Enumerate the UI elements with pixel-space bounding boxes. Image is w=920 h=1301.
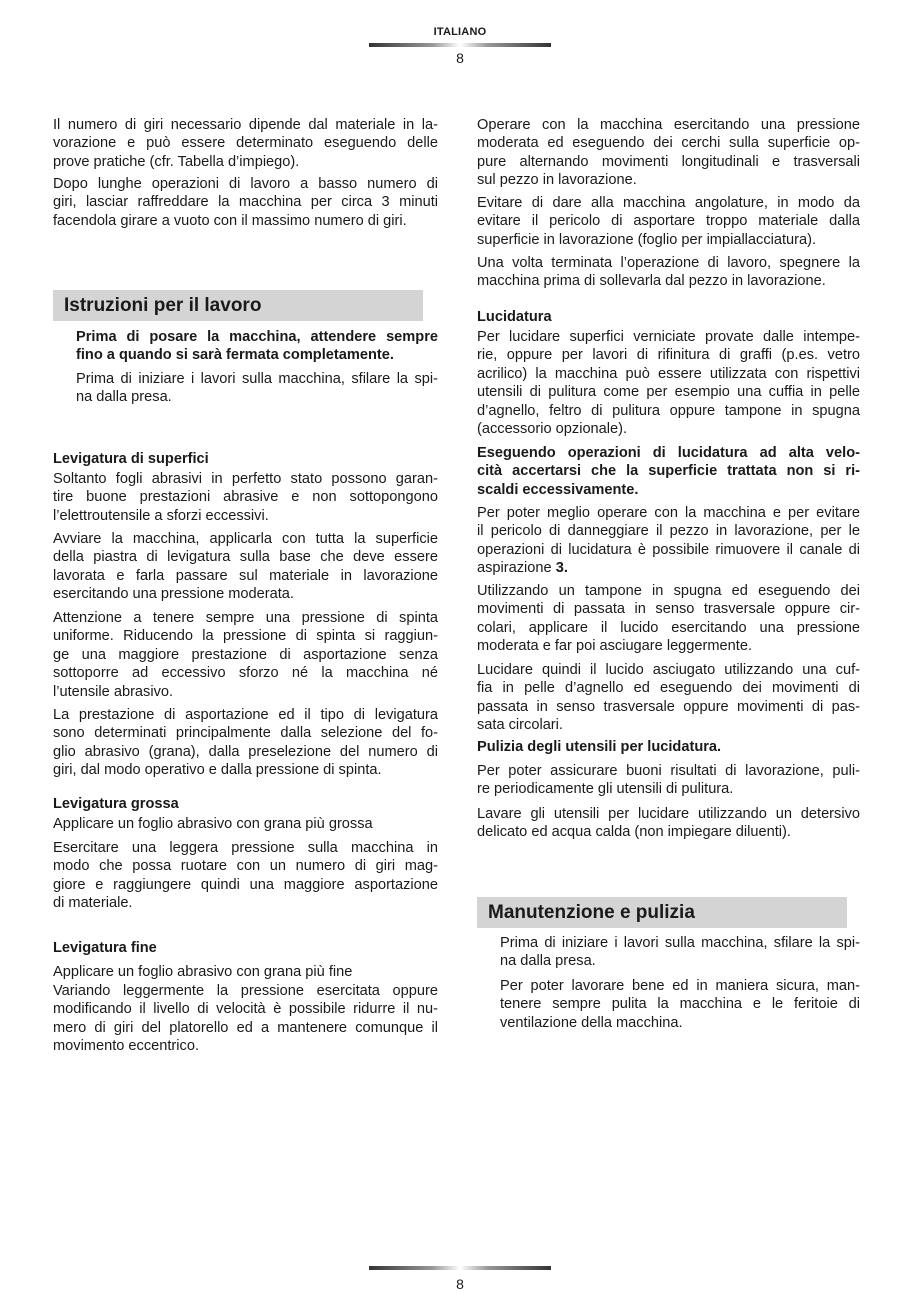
text-line-content: moderata ed eseguendo dei cerchi sulla superficie op- xyxy=(477,135,860,152)
text-line xyxy=(53,939,438,957)
text-line-content: Prima di posare la macchina, attendere sempre xyxy=(76,329,438,345)
text-line xyxy=(53,857,438,875)
text-line xyxy=(53,488,438,506)
paragraph xyxy=(53,839,438,913)
text-line-content: evitare il pericolo di asportare troppo materiale dalla xyxy=(477,213,860,230)
text-line xyxy=(53,876,438,894)
text-line-content: della piastra di levigatura sulla base che deve essere xyxy=(53,549,438,566)
text-line-content: Levigatura fine xyxy=(53,940,157,956)
text-line xyxy=(53,839,438,857)
paragraph xyxy=(477,582,860,656)
text-line-content: ventilazione della macchina. xyxy=(500,1014,683,1031)
text-line xyxy=(53,982,438,1000)
text-line xyxy=(76,346,438,364)
text-line-content: movimenti di passata in senso trasversale oppure cir- xyxy=(477,601,860,618)
text-line xyxy=(53,193,438,211)
paragraph xyxy=(477,762,860,799)
text-line xyxy=(477,272,860,290)
text-line-content: passata in senso trasversale oppure movimenti di pas- xyxy=(477,698,860,715)
text-line xyxy=(53,646,438,664)
section-heading: Manutenzione e pulizia xyxy=(477,897,847,928)
paragraph xyxy=(477,661,860,735)
text-line xyxy=(53,175,438,193)
text-line-content: superficie in lavorazione (foglio per impiallacciatura). xyxy=(477,231,817,248)
text-line xyxy=(477,504,860,522)
text-line-content: aspirazione xyxy=(477,560,556,577)
text-line xyxy=(477,231,860,249)
paragraph xyxy=(53,815,438,833)
text-line-content: Levigatura grossa xyxy=(53,796,179,812)
text-line xyxy=(477,541,860,559)
text-line xyxy=(53,134,438,152)
paragraph xyxy=(53,982,438,1056)
text-line-content: moderata e far poi asciugare leggermente. xyxy=(477,638,753,655)
paragraph xyxy=(76,370,438,407)
text-line xyxy=(477,365,860,383)
text-line xyxy=(500,995,860,1013)
text-line-content: re periodicamente gli utensili di pulitura. xyxy=(477,781,734,798)
text-line-content: Eseguendo operazioni di lucidatura ad alta velo- xyxy=(477,445,860,461)
text-line xyxy=(53,450,438,468)
text-line-content: Per poter assicurare buoni risultati di lavorazione, puli- xyxy=(477,763,860,779)
text-line-content: Levigatura di superfici xyxy=(53,451,209,467)
paragraph xyxy=(53,470,438,525)
text-line xyxy=(477,481,860,499)
text-line xyxy=(477,328,860,346)
language-label: ITALIANO xyxy=(433,26,487,38)
text-line xyxy=(477,522,860,540)
text-line xyxy=(76,388,438,406)
text-line-content: Applicare un foglio abrasivo con grana più fine xyxy=(53,964,353,980)
text-line xyxy=(500,934,860,952)
text-line-content: (accessorio opzionale). xyxy=(477,421,628,438)
text-line-content: d’agnello, feltro di pulitura oppure tampone in spugna xyxy=(477,402,860,419)
warning-note xyxy=(477,444,860,499)
text-line-content: giri, dal modo operativo e dalla pressione di spinta. xyxy=(53,762,382,779)
paragraph xyxy=(53,116,438,171)
text-line xyxy=(477,780,860,798)
text-line xyxy=(500,952,860,970)
text-line xyxy=(477,698,860,716)
text-line-content: Operare con la macchina esercitando una pressione xyxy=(477,117,860,133)
text-line xyxy=(477,153,860,171)
text-line xyxy=(53,795,438,813)
text-line xyxy=(53,664,438,682)
text-line-content: colari, applicare il lucido esercitando una pressione xyxy=(477,619,860,636)
footer-page-number: 8 xyxy=(456,1276,464,1292)
text-line xyxy=(53,507,438,525)
text-line-content: glio abrasivo (grana), dalla preselezione del numero di xyxy=(53,743,438,760)
paragraph xyxy=(477,805,860,842)
text-line-content: utensili di pulitura come per esempio una cuffia in pelle xyxy=(477,384,860,401)
text-line xyxy=(53,530,438,548)
text-line-content: vorazione e può essere determinato eseguendo delle xyxy=(53,135,438,152)
text-line-content: Lavare gli utensili per lucidare utilizzando un detersivo xyxy=(477,806,860,822)
text-line xyxy=(53,706,438,724)
text-line xyxy=(500,977,860,995)
text-line xyxy=(500,1014,860,1032)
text-line-content: sono determinati principalmente dalla selezione del fo- xyxy=(53,725,438,742)
text-line-content: Applicare un foglio abrasivo con grana più grossa xyxy=(53,816,373,832)
text-line-content: fia in pelle d’agnello ed eseguendo dei movimenti di xyxy=(477,680,860,697)
paragraph xyxy=(477,116,860,190)
text-line xyxy=(76,370,438,388)
paragraph xyxy=(477,328,860,438)
text-line-content: pure alternando movimenti longitudinali e trasversali xyxy=(477,153,860,170)
text-line xyxy=(477,559,860,577)
text-line-content: delicato ed acqua calda (non impiegare diluenti). xyxy=(477,824,791,841)
text-line-content: lavorata e farla passare sul materiale in lavorazione xyxy=(53,567,438,584)
paragraph xyxy=(53,175,438,230)
text-line xyxy=(53,1037,438,1055)
text-line-content: l’utensile abrasivo. xyxy=(53,683,174,700)
text-line-content: prove pratiche (cfr. Tabella d’impiego). xyxy=(53,153,300,170)
text-line-content: Per poter meglio operare con la macchina e per evitare xyxy=(477,505,860,521)
text-line xyxy=(53,585,438,603)
text-line xyxy=(477,716,860,734)
subheading xyxy=(477,308,860,326)
text-line xyxy=(53,567,438,585)
text-line-content: facendola girare a vuoto con il massimo numero di giri. xyxy=(53,212,407,229)
text-line-content: ge una maggiore prestazione di asportazione senza xyxy=(53,646,438,663)
text-line-content: Prima di iniziare i lavori sulla macchina, sfilare la spi- xyxy=(76,371,438,387)
text-line-content: modificando il livello di velocità è possibile ridurre il nu- xyxy=(53,1001,438,1018)
text-line-content: uniforme. Riducendo la pressione di spinta si raggiun- xyxy=(53,628,438,645)
text-line-content: Pulizia degli utensili per lucidatura. xyxy=(477,739,722,755)
text-line-content: Evitare di dare alla macchina angolature, in modo da xyxy=(477,195,860,211)
text-line-content: operazioni di lucidatura è possibile rimuovere il canale di xyxy=(477,541,860,558)
text-line xyxy=(53,815,438,833)
subheading xyxy=(53,795,438,813)
text-line-content: rie, oppure per lavori di rifinitura di graffi (p.es. vetro xyxy=(477,347,860,364)
text-line-content: sata circolari. xyxy=(477,717,563,734)
section-heading: Istruzioni per il lavoro xyxy=(53,290,423,321)
text-line xyxy=(477,116,860,134)
warning-note xyxy=(76,328,438,365)
text-line xyxy=(477,600,860,618)
text-line xyxy=(53,609,438,627)
text-line-content: Soltanto fogli abrasivi in perfetto stato possono garan- xyxy=(53,471,438,487)
text-line-content: Prima di iniziare i lavori sulla macchina, sfilare la spi- xyxy=(500,935,860,951)
text-line-content: sul pezzo in lavorazione. xyxy=(477,172,637,189)
paragraph xyxy=(477,194,860,249)
text-line-content: na dalla presa. xyxy=(500,953,596,970)
text-line-content: acrilico) la macchina può essere utilizzata con rispettivi xyxy=(477,365,860,382)
text-line xyxy=(477,194,860,212)
text-line xyxy=(53,724,438,742)
text-line-content: fino a quando si sarà fermata completamente. xyxy=(76,347,394,364)
text-line xyxy=(477,762,860,780)
text-line-content: Una volta terminata l’operazione di lavoro, spegnere la xyxy=(477,255,860,271)
text-line xyxy=(53,963,438,981)
footer-rule xyxy=(369,1266,551,1270)
text-line-content: scaldi eccessivamente. xyxy=(477,481,639,498)
text-line xyxy=(477,679,860,697)
subheading xyxy=(53,939,438,957)
text-line xyxy=(477,308,860,326)
text-line-content: Esercitare una leggera pressione sulla macchina in xyxy=(53,840,438,856)
paragraph xyxy=(53,963,438,981)
text-line xyxy=(477,444,860,462)
text-line xyxy=(53,153,438,171)
text-line xyxy=(53,470,438,488)
text-line xyxy=(477,637,860,655)
text-line xyxy=(53,116,438,134)
text-line xyxy=(477,383,860,401)
paragraph xyxy=(53,609,438,701)
paragraph xyxy=(53,530,438,604)
text-line xyxy=(76,328,438,346)
text-line-content: il pericolo di danneggiare il pezzo in lavorazione, per le xyxy=(477,523,860,540)
text-line-content: tenere sempre pulita la macchina e le feritoie di xyxy=(500,996,860,1013)
text-line xyxy=(477,402,860,420)
text-line xyxy=(477,582,860,600)
text-line-content: macchina prima di sollevarla dal pezzo in lavorazione. xyxy=(477,273,826,290)
paragraph xyxy=(477,254,860,291)
subheading xyxy=(53,450,438,468)
text-line-content: sottoporre ad eccessivo sforzo né la macchina né xyxy=(53,665,438,682)
text-line xyxy=(53,1000,438,1018)
text-line-content: Dopo lunghe operazioni di lavoro a basso numero di xyxy=(53,176,438,192)
text-line-content: l’elettroutensile a sforzi eccessivi. xyxy=(53,507,269,524)
text-line-content: Lucidatura xyxy=(477,309,552,325)
paragraph xyxy=(500,977,860,1032)
text-line-content: giore e raggiungere quindi una maggiore asportazione xyxy=(53,876,438,893)
paragraph xyxy=(53,706,438,780)
text-line-content: movimento eccentrico. xyxy=(53,1038,199,1055)
text-line xyxy=(477,805,860,823)
text-line-content: tire buone prestazioni abrasive e non sottopongono xyxy=(53,489,438,506)
text-line xyxy=(477,171,860,189)
text-line xyxy=(53,1019,438,1037)
text-line xyxy=(477,254,860,272)
paragraph xyxy=(477,504,860,578)
text-line-content: na dalla presa. xyxy=(76,389,172,406)
text-line-content: Utilizzando un tampone in spugna ed eseguendo dei xyxy=(477,583,860,599)
header-page-number: 8 xyxy=(456,50,464,66)
text-line xyxy=(53,683,438,701)
subheading xyxy=(477,738,860,756)
text-line-content: Il numero di giri necessario dipende dal materiale in la- xyxy=(53,117,438,133)
text-line-content: Avviare la macchina, applicarla con tutta la superficie xyxy=(53,531,438,547)
text-line-content: Per poter lavorare bene ed in maniera sicura, man- xyxy=(500,978,860,994)
text-line-content: cità accertarsi che la superficie trattata non si ri- xyxy=(477,463,860,480)
text-line-content: esercitando una pressione moderata. xyxy=(53,586,294,603)
text-line-content: Per lucidare superfici verniciate provate dalle intempe- xyxy=(477,329,860,345)
text-line-content: La prestazione di asportazione ed il tipo di levigatura xyxy=(53,707,438,723)
bold-reference: 3. xyxy=(555,560,568,577)
text-line-content: modo che possa ruotare con un numero di giri mag- xyxy=(53,858,438,875)
text-line-content: Lucidare quindi il lucido asciugato utilizzando una cuf- xyxy=(477,662,860,678)
text-line xyxy=(53,212,438,230)
text-line xyxy=(477,738,860,756)
text-line-content: giri, lasciar raffreddare la macchina per circa 3 minuti xyxy=(53,194,438,211)
text-line xyxy=(477,346,860,364)
text-line xyxy=(53,743,438,761)
text-line xyxy=(477,212,860,230)
text-line xyxy=(53,627,438,645)
text-line-content: mero di giri del platorello ed a mantenere comunque il xyxy=(53,1019,438,1036)
text-line xyxy=(477,134,860,152)
text-line xyxy=(477,823,860,841)
text-line-content: di materiale. xyxy=(53,895,133,912)
paragraph xyxy=(500,934,860,971)
text-line xyxy=(53,761,438,779)
text-line xyxy=(477,462,860,480)
text-line xyxy=(477,420,860,438)
text-line xyxy=(477,619,860,637)
text-line-content: Attenzione a tenere sempre una pressione di spinta xyxy=(53,610,438,626)
text-line xyxy=(477,661,860,679)
text-line xyxy=(53,894,438,912)
text-line-content: Variando leggermente la pressione esercitata oppure xyxy=(53,983,438,999)
header-rule xyxy=(369,43,551,47)
text-line xyxy=(53,548,438,566)
